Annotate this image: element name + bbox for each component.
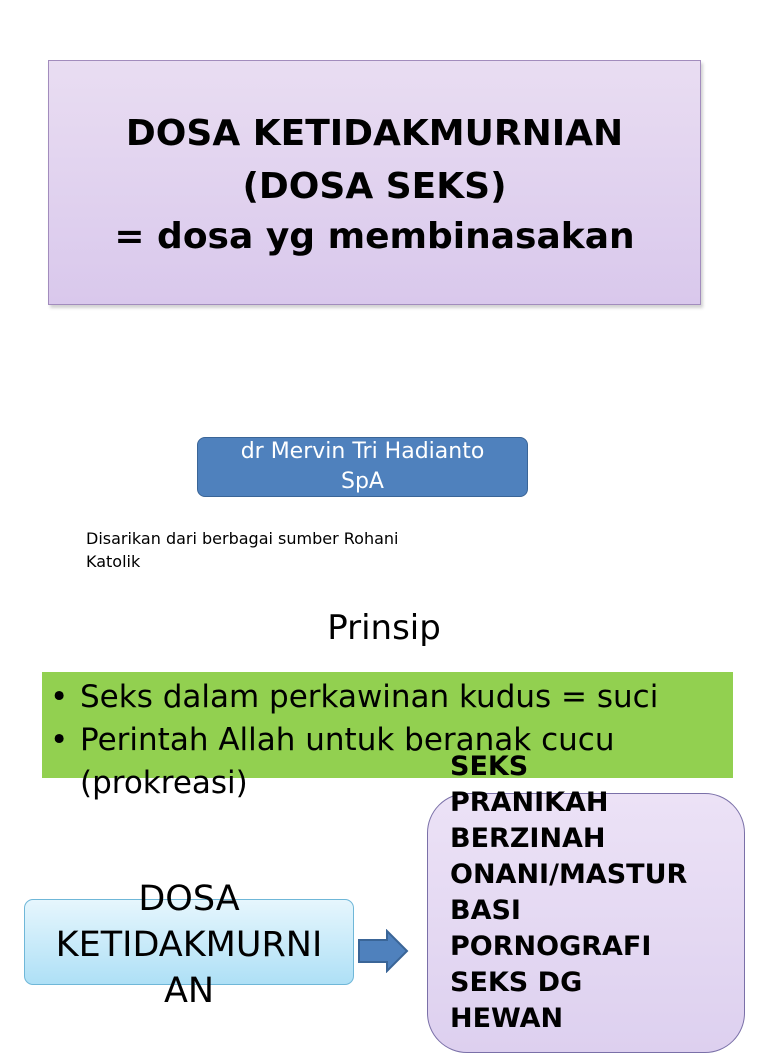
source-note-line-1: Disarikan dari berbagai sumber Rohani: [86, 529, 399, 548]
source-note-line-2: Katolik: [86, 552, 141, 571]
bullet-text: (prokreasi): [80, 765, 248, 801]
bullet-text: Perintah Allah untuk beranak cucu: [80, 722, 615, 758]
bullet-icon: •: [50, 679, 69, 715]
title-line-3: = dosa yg membinasakan: [114, 216, 635, 257]
right-arrow-icon: [357, 929, 409, 973]
dosa-line-2: KETIDAKMURNI: [55, 925, 323, 965]
sins-list: [450, 749, 750, 1037]
source-note: [86, 527, 486, 573]
title-line-1: DOSA KETIDAKMURNIAN: [125, 113, 624, 154]
dosa-label: [24, 876, 354, 1014]
sins-list-item: BASI: [450, 895, 521, 926]
bullet-icon: •: [50, 722, 69, 758]
title-line-2: (DOSA SEKS): [242, 166, 507, 207]
author-badge: [197, 437, 528, 497]
sins-list-item: SEKS DG: [450, 967, 583, 998]
sins-list-item: HEWAN: [450, 1003, 564, 1034]
sins-list-item: PORNOGRAFI: [450, 931, 652, 962]
author-title: SpA: [341, 469, 384, 494]
section-heading: Prinsip: [327, 608, 441, 648]
dosa-line-1: DOSA: [138, 879, 240, 919]
title-box: [48, 60, 701, 305]
bullet-text: Seks dalam perkawinan kudus = suci: [80, 679, 659, 715]
sins-list-item: SEKS: [450, 751, 529, 782]
sins-list-item: BERZINAH: [450, 823, 606, 854]
bullet-item: [50, 676, 750, 719]
dosa-line-3: AN: [163, 971, 215, 1011]
author-name: dr Mervin Tri Hadianto: [240, 439, 485, 464]
sins-list-item: ONANI/MASTUR: [450, 859, 688, 890]
sins-list-item: PRANIKAH: [450, 787, 609, 818]
